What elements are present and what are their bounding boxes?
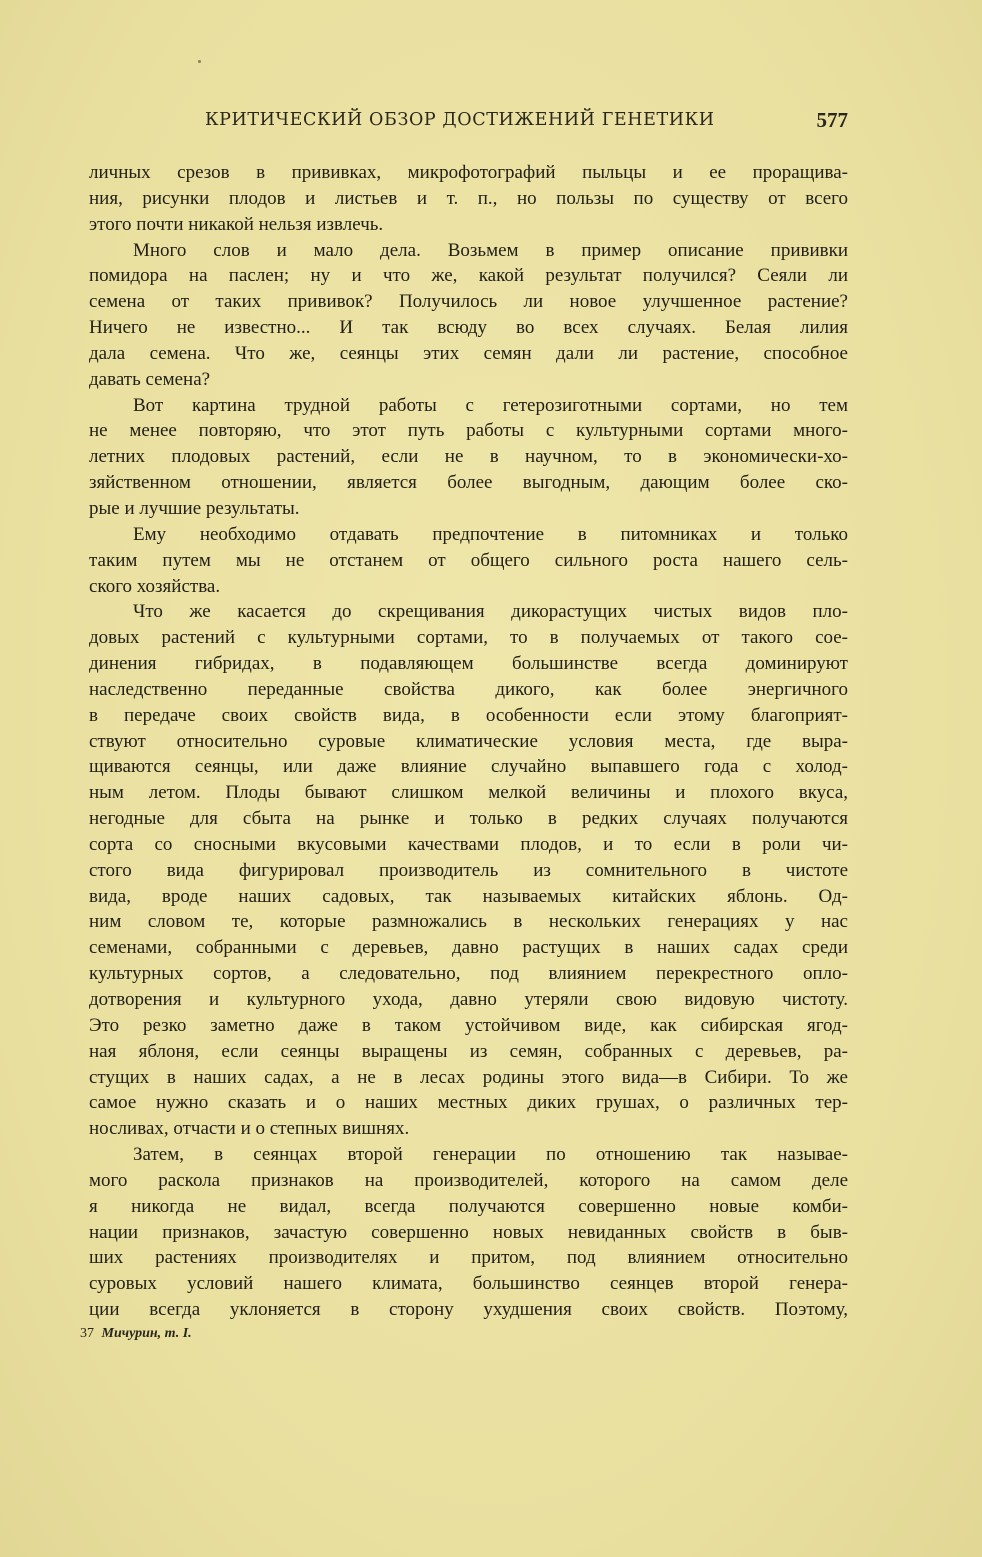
- text-line: сорта со сносными вкусовыми качествами плодов, и то если в роли чи-: [89, 833, 848, 855]
- paper-speck: [198, 60, 201, 63]
- text-line: семенами, собранными с деревьев, давно растущих в наших садах среди: [89, 937, 848, 959]
- sheet-number: 37: [80, 1326, 94, 1341]
- text-line: ния, рисунки плодов и листьев и т. п., но пользы по существу от всего: [89, 187, 848, 209]
- text-line: носливах, отчасти и о степных вишнях.: [89, 1118, 410, 1140]
- text-line: личных срезов в прививках, микрофотографий пыльцы и ее проращива-: [89, 162, 848, 183]
- text-line: наследственно переданные свойства дикого, как более энергичного: [89, 678, 848, 700]
- text-line: динения гибридах, в подавляющем большинстве всегда доминируют: [89, 653, 848, 675]
- text-line: летних плодовых растений, если не в научном, то в экономически-хо-: [89, 446, 848, 468]
- signature-mark: Мичурин, т. I.: [101, 1326, 192, 1341]
- text-line: мого раскола признаков на производителей, которого на самом деле: [89, 1169, 848, 1191]
- text-line: стого вида фигурировал производитель из сомнительного в чистоте: [89, 859, 848, 881]
- running-title: КРИТИЧЕСКИЙ ОБЗОР ДОСТИЖЕНИЙ ГЕНЕТИКИ: [205, 110, 715, 130]
- text-line: Вот картина трудной работы с гетерозиготными сортами, но тем: [133, 394, 848, 416]
- text-line: стущих в наших садах, а не в лесах родины этого вида—в Сибири. То же: [89, 1066, 848, 1088]
- page-number: 577: [816, 108, 848, 132]
- text-line: нации признаков, зачастую совершенно новых невиданных свойств в быв-: [89, 1221, 848, 1243]
- text-line: давать семена?: [89, 368, 211, 390]
- printer-signature: [80, 1326, 192, 1342]
- text-line: культурных сортов, а следовательно, под влиянием перекрестного опло-: [89, 963, 848, 985]
- text-line: ции всегда уклоняется в сторону ухудшения своих свойств. Поэтому,: [89, 1299, 848, 1321]
- text-line: суровых условий нашего климата, большинство сеянцев второй генера-: [89, 1273, 848, 1295]
- text-line: дотворения и культурного ухода, давно утеряли свою видовую чистоту.: [89, 989, 848, 1010]
- text-line: Что же касается до скрещивания дикорастущих чистых видов пло-: [133, 601, 848, 623]
- text-line: Это резко заметно даже в таком устойчивом виде, как сибирская ягод-: [89, 1014, 848, 1036]
- text-line: Много слов и мало дела. Возьмем в пример описание прививки: [133, 239, 848, 261]
- text-line: рые и лучшие результаты.: [89, 497, 300, 519]
- body-text: [89, 160, 848, 1323]
- text-line: таким путем мы не отстанем от общего сильного роста нашего сель-: [89, 549, 848, 571]
- text-line: этого почти никакой нельзя извлечь.: [89, 213, 384, 235]
- text-line: самое нужно сказать и о наших местных диких грушах, о различных тер-: [89, 1092, 848, 1114]
- text-line: я никогда не видал, всегда получаются совершенно новые комби-: [89, 1195, 848, 1217]
- text-line: ского хозяйства.: [89, 575, 221, 597]
- text-line: в передаче своих свойств вида, в особенности если этому благоприят-: [89, 704, 848, 726]
- text-line: щиваются сеянцы, или даже влияние случайно выпавшего года с холод-: [89, 756, 848, 778]
- text-line: ших растениях производителях и притом, под влиянием относительно: [89, 1247, 848, 1269]
- text-line: не менее повторяю, что этот путь работы с культурными сортами много-: [89, 420, 848, 442]
- page-header: [88, 110, 848, 138]
- text-line: ная яблоня, если сеянцы выращены из семян, собранных с деревьев, ра-: [89, 1040, 848, 1062]
- text-line: ным летом. Плоды бывают слишком мелкой величины и плохого вкуса,: [89, 782, 848, 804]
- text-line: ним словом те, которые размножались в нескольких генерациях у нас: [89, 911, 848, 933]
- text-line: помидора на паслен; ну и что же, какой результат получился? Сеяли ли: [89, 265, 848, 287]
- text-line: Ничего не известно... И так всюду во всех случаях. Белая лилия: [89, 317, 848, 339]
- text-line: семена от таких прививок? Получилось ли новое улучшенное растение?: [89, 291, 848, 313]
- text-line: негодные для сбыта на рынке и только в редких случаях получаются: [89, 808, 848, 830]
- text-line: довых растений с культурными сортами, то в получаемых от такого сое-: [89, 627, 848, 649]
- text-line: ствуют относительно суровые климатические условия места, где выра-: [89, 730, 848, 752]
- text-line: вида, вроде наших садовых, так называемых китайских яблонь. Од-: [89, 885, 848, 907]
- text-line: Ему необходимо отдавать предпочтение в питомниках и только: [133, 523, 848, 545]
- text-line: дала семена. Что же, сеянцы этих семян дали ли растение, способное: [89, 342, 848, 364]
- text-line: Затем, в сеянцах второй генерации по отношению так называе-: [133, 1144, 848, 1166]
- text-line: зяйственном отношении, является более выгодным, дающим более ско-: [89, 472, 848, 494]
